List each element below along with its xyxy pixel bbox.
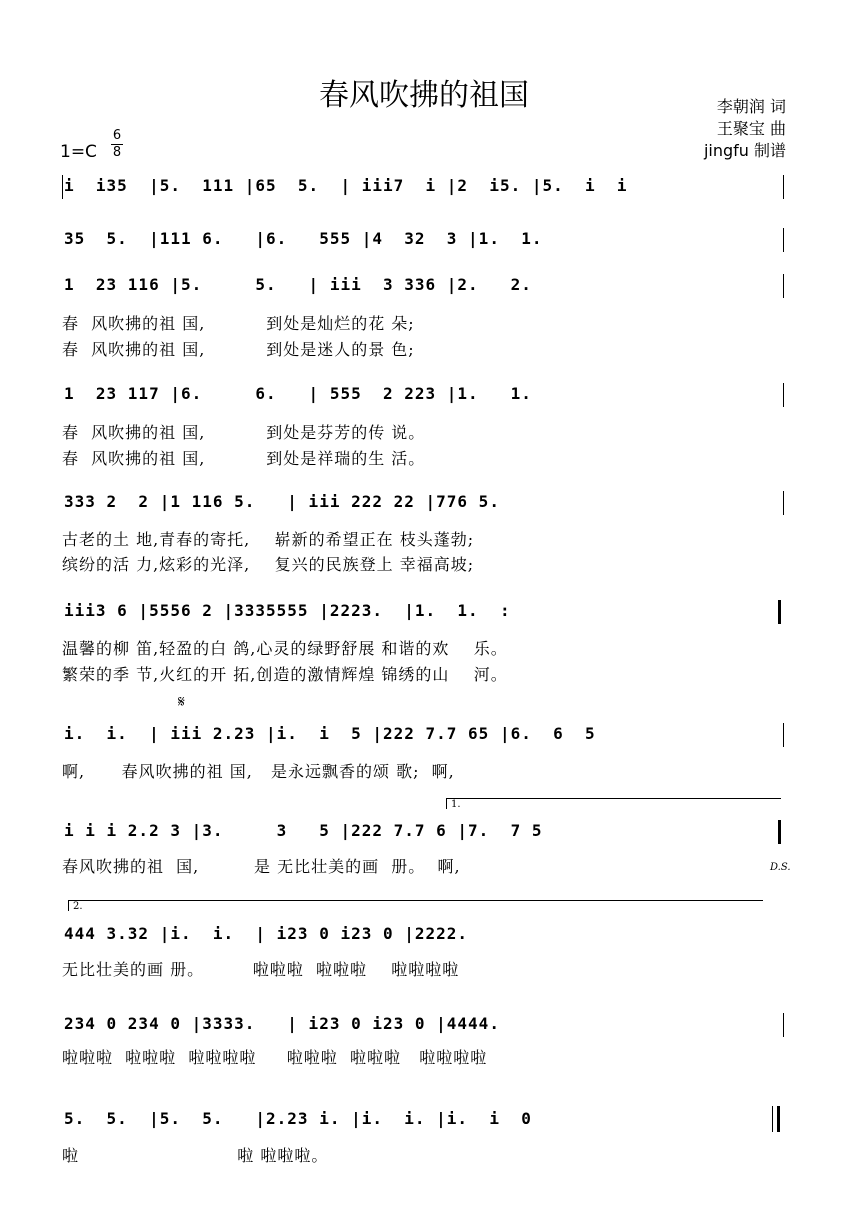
transcriber-credit: jingfu 制谱 bbox=[703, 141, 786, 160]
lyrics-row-7: 啊, 春风吹拂的祖 国, 是永远飘香的颂 歌; 啊, bbox=[62, 762, 455, 781]
first-ending-bracket: 1. bbox=[446, 798, 781, 809]
notation-row-7: i. i. | iii 2.23 |i. i 5 |222 7.7 65 |6. 6 5 bbox=[64, 724, 607, 743]
lyrics-row-5b: 缤纷的活 力,炫彩的光泽, 复兴的民族登上 幸福高坡; bbox=[62, 555, 475, 574]
final-barline-thin bbox=[772, 1106, 773, 1132]
notation-row-6: iii3 6 |5556 2 |3335555 |2223. |1. 1. : bbox=[64, 601, 511, 620]
notation-row-9: 444 3.32 |i. i. | i23 0 i23 0 |2222. bbox=[64, 924, 490, 943]
barline bbox=[783, 383, 784, 407]
dal-segno-mark: D.S. bbox=[770, 862, 791, 873]
barline bbox=[783, 491, 784, 515]
lyrics-row-6b: 繁荣的季 节,火红的开 拓,创造的激情辉煌 锦绣的山 河。 bbox=[62, 665, 508, 684]
notation-row-3: 1 23 116 |5. 5. | iii 3 336 |2. 2. bbox=[64, 275, 554, 294]
notation-row-10: 234 0 234 0 |3333. | i23 0 i23 0 |4444. bbox=[64, 1014, 511, 1033]
lyrics-row-8: 春风吹拂的祖 国, 是 无比壮美的画 册。 啊, bbox=[62, 857, 461, 876]
notation-row-1: i i35 |5. 111 |65 5. | iii7 i |2 i5. |5. i i bbox=[64, 176, 639, 195]
lyrics-row-5a: 古老的土 地,青春的寄托, 崭新的希望正在 枝头蓬勃; bbox=[62, 530, 475, 549]
song-title: 春风吹拂的祖国 bbox=[319, 78, 529, 113]
barline bbox=[783, 228, 784, 252]
composer-credit: 王聚宝 曲 bbox=[716, 119, 786, 138]
notation-row-4: 1 23 117 |6. 6. | 555 2 223 |1. 1. bbox=[64, 384, 554, 403]
repeat-end-barline bbox=[778, 600, 781, 624]
notation-row-2: 35 5. |111 6. |6. 555 |4 32 3 |1. 1. bbox=[64, 229, 564, 248]
barline bbox=[783, 1013, 784, 1037]
lyrics-row-9: 无比壮美的画 册。 啦啦啦 啦啦啦 啦啦啦啦 bbox=[62, 960, 460, 979]
lyrics-row-4a: 春 风吹拂的祖 国, 到处是芬芳的传 说。 bbox=[62, 423, 426, 442]
lyrics-row-11: 啦 啦 啦啦啦。 bbox=[62, 1146, 329, 1165]
lyricist-credit: 李朝润 词 bbox=[716, 97, 786, 116]
end-barline bbox=[778, 820, 781, 844]
lyrics-row-3b: 春 风吹拂的祖 国, 到处是迷人的景 色; bbox=[62, 340, 415, 359]
barline bbox=[783, 175, 784, 199]
lyrics-row-6a: 温馨的柳 笛,轻盈的白 鸽,心灵的绿野舒展 和谐的欢 乐。 bbox=[62, 639, 508, 658]
barline bbox=[62, 175, 63, 199]
time-signature bbox=[110, 128, 124, 161]
barline bbox=[783, 723, 784, 747]
key-signature: 1=C bbox=[60, 142, 97, 162]
meter-top: 6 bbox=[112, 128, 122, 143]
notation-row-11: 5. 5. |5. 5. |2.23 i. |i. i. |i. i 0 bbox=[64, 1109, 543, 1128]
final-barline-thick bbox=[777, 1106, 780, 1132]
meter-bottom: 8 bbox=[112, 145, 122, 160]
lyrics-row-10: 啦啦啦 啦啦啦 啦啦啦啦 啦啦啦 啦啦啦 啦啦啦啦 bbox=[62, 1048, 488, 1067]
second-ending-bracket: 2. bbox=[68, 900, 763, 911]
lyrics-row-4b: 春 风吹拂的祖 国, 到处是祥瑞的生 活。 bbox=[62, 449, 426, 468]
notation-row-5: 333 2 2 |1 116 5. | iii 222 22 |776 5. bbox=[64, 492, 522, 511]
notation-row-8: i i i 2.2 3 |3. 3 5 |222 7.7 6 |7. 7 5 bbox=[64, 821, 554, 840]
lyrics-row-3a: 春 风吹拂的祖 国, 到处是灿烂的花 朵; bbox=[62, 314, 415, 333]
segno-icon: 𝄋 bbox=[178, 692, 185, 711]
barline bbox=[783, 274, 784, 298]
